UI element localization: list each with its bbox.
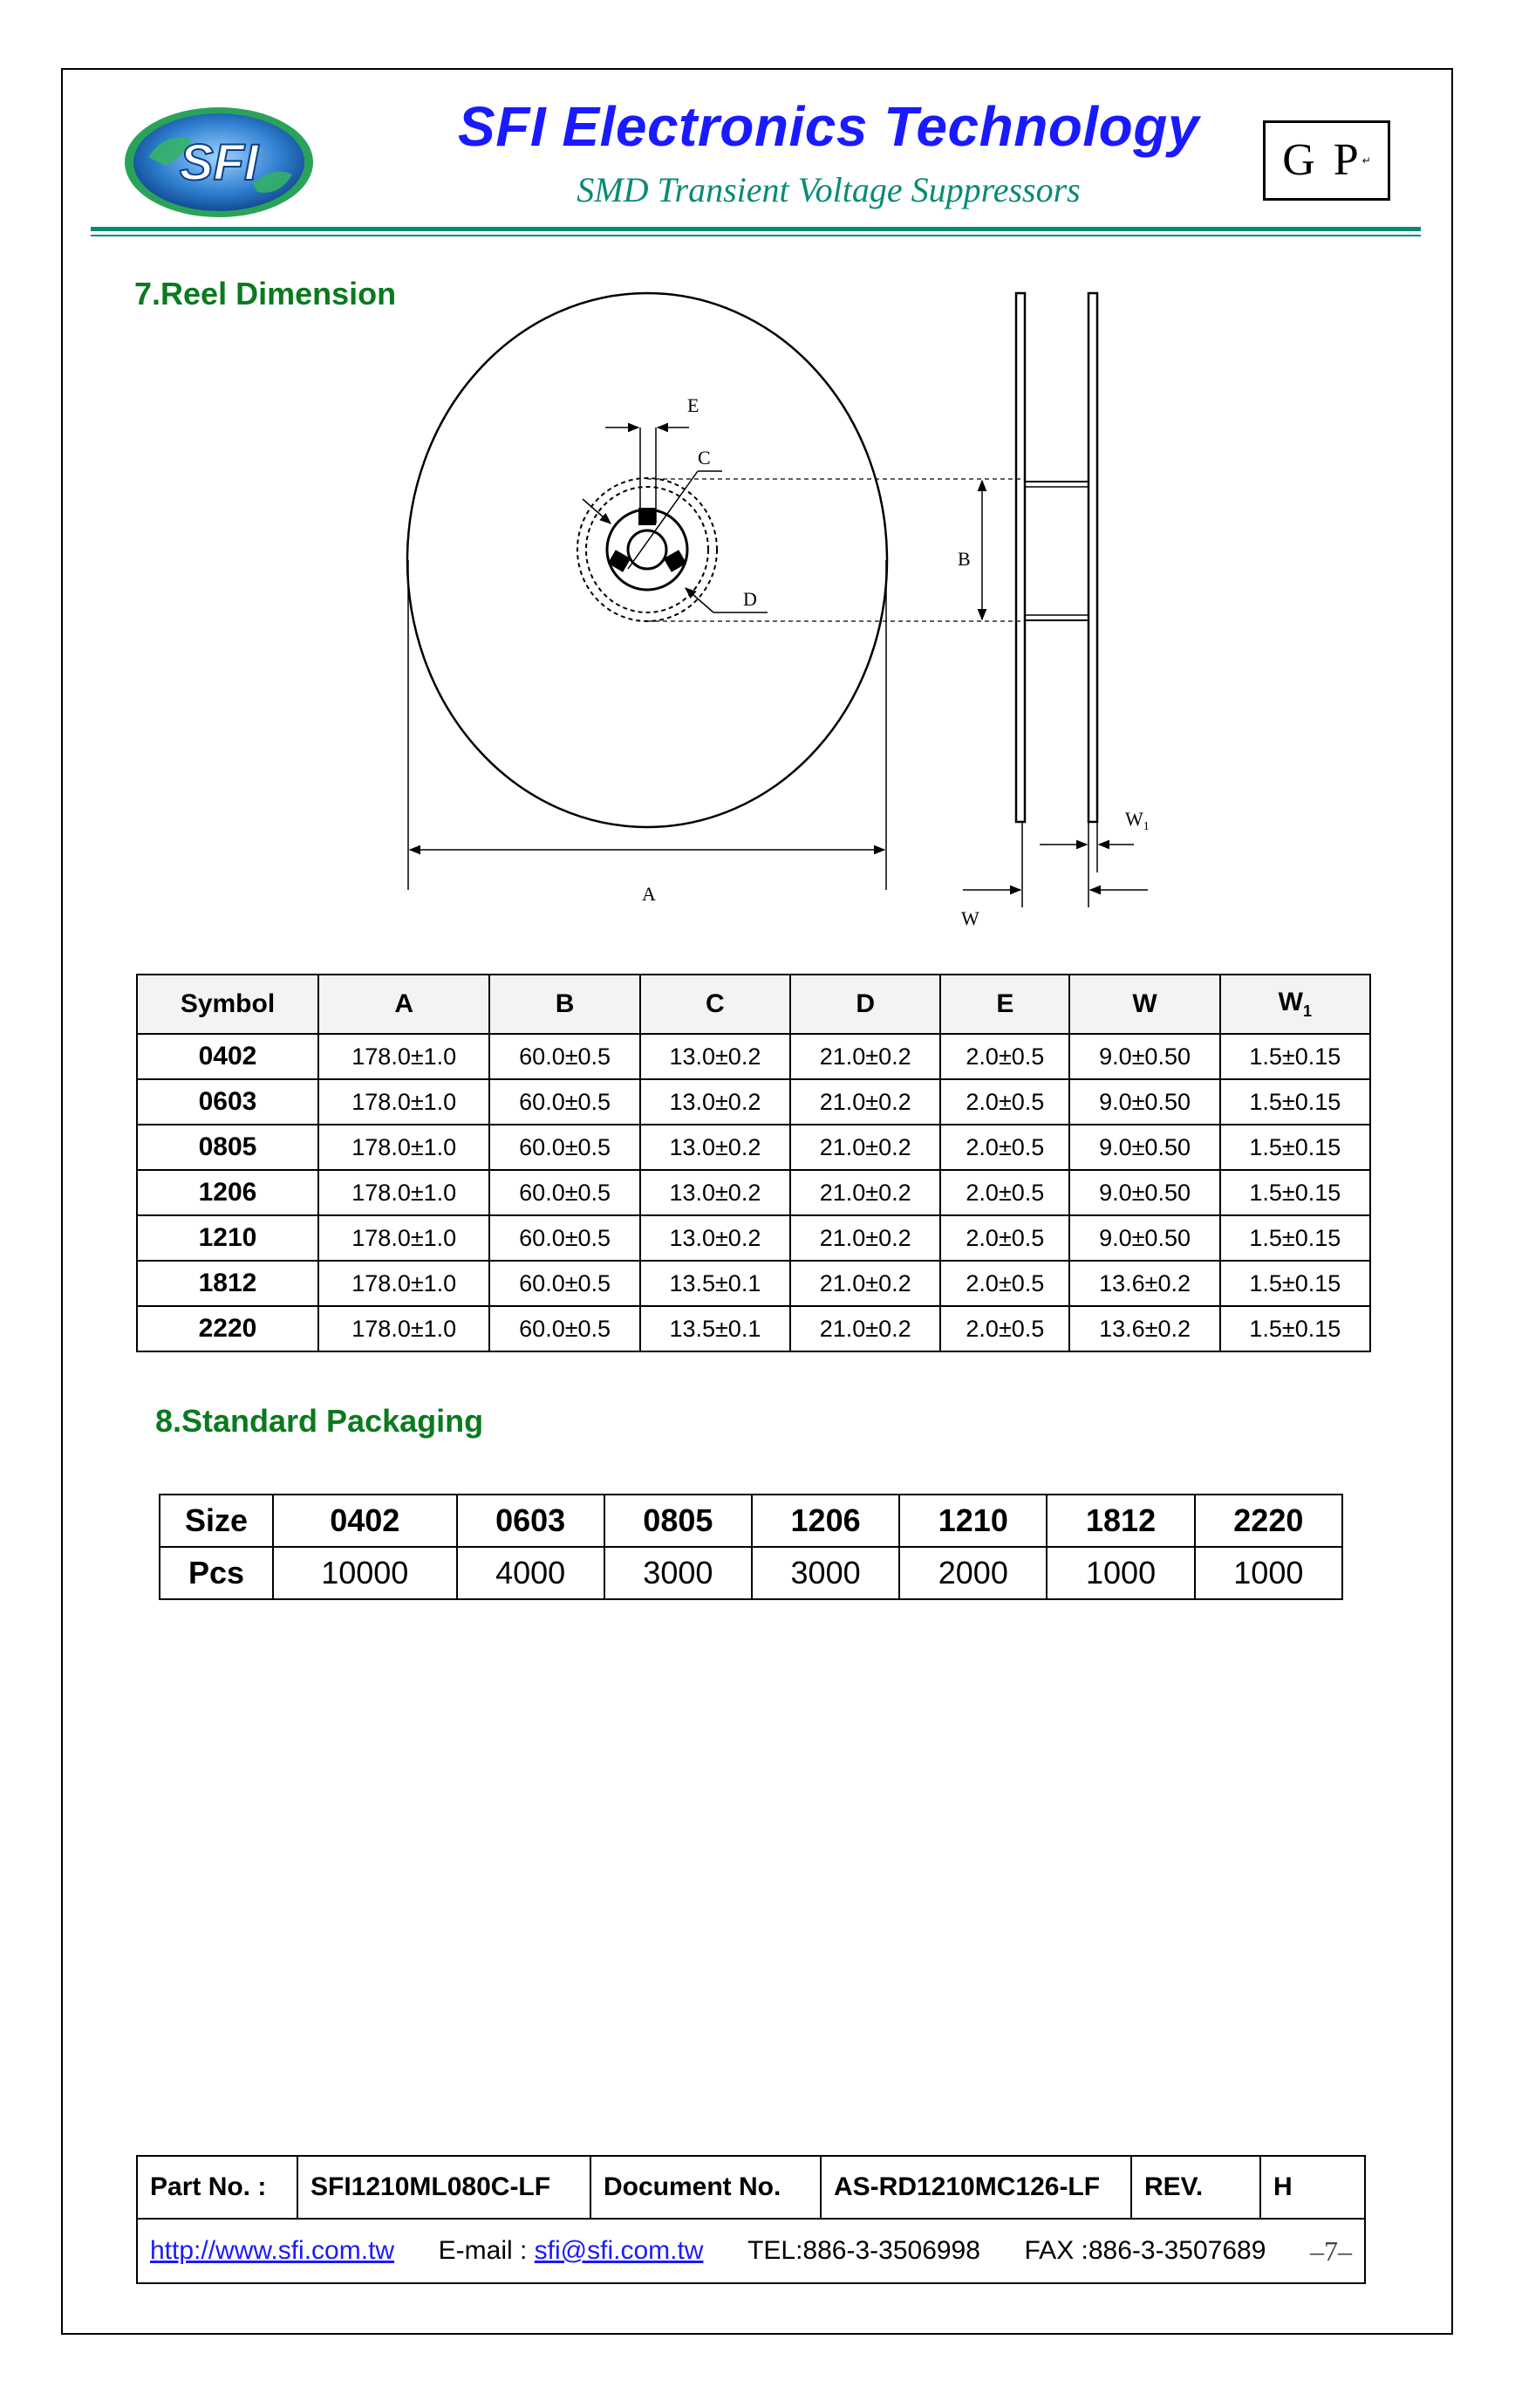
table-row xyxy=(137,1034,1370,1079)
value-cell: 178.0±1.0 xyxy=(318,1170,489,1215)
value-cell: 1.5±0.15 xyxy=(1220,1215,1370,1261)
footer-info-row xyxy=(137,2156,1365,2219)
size-label: Size xyxy=(160,1495,273,1547)
value-cell: 178.0±1.0 xyxy=(318,1215,489,1261)
size-cell: 0805 xyxy=(604,1495,752,1547)
value-cell: 1.5±0.15 xyxy=(1220,1034,1370,1079)
pcs-label: Pcs xyxy=(160,1547,273,1599)
email-link[interactable]: sfi@sfi.com.tw xyxy=(534,2236,704,2265)
value-cell: 13.5±0.1 xyxy=(640,1306,790,1351)
value-cell: 21.0±0.2 xyxy=(790,1261,940,1306)
packaging-pcs-row xyxy=(160,1547,1342,1599)
document-no-value: AS-RD1210MC126-LF xyxy=(821,2156,1131,2219)
size-cell: 1812 xyxy=(1047,1495,1194,1547)
value-cell: 9.0±0.50 xyxy=(1069,1170,1219,1215)
value-cell: 9.0±0.50 xyxy=(1069,1215,1219,1261)
gp-code: G P xyxy=(1282,135,1362,185)
value-cell: 1.5±0.15 xyxy=(1220,1125,1370,1170)
pcs-cell: 3000 xyxy=(752,1547,899,1599)
size-cell: 1210 xyxy=(899,1495,1047,1547)
value-cell: 13.6±0.2 xyxy=(1069,1306,1219,1351)
label-w: W xyxy=(961,907,979,929)
hub-notch-top xyxy=(638,508,656,525)
product-subtitle: SMD Transient Voltage Suppressors xyxy=(577,170,1081,209)
pcs-cell: 4000 xyxy=(457,1547,604,1599)
value-cell: 21.0±0.2 xyxy=(790,1079,940,1125)
value-cell: 2.0±0.5 xyxy=(940,1306,1069,1351)
value-cell: 13.0±0.2 xyxy=(640,1079,790,1125)
packaging-table xyxy=(159,1494,1343,1600)
packaging-size-row xyxy=(160,1495,1342,1547)
value-cell: 9.0±0.50 xyxy=(1069,1079,1219,1125)
value-cell: 178.0±1.0 xyxy=(318,1125,489,1170)
symbol-cell: 0603 xyxy=(137,1079,318,1125)
section-title-reel-dimension: 7.Reel Dimension xyxy=(134,276,397,311)
value-cell: 1.5±0.15 xyxy=(1220,1079,1370,1125)
symbol-cell: 0402 xyxy=(137,1034,318,1079)
document-no-label: Document No. xyxy=(590,2156,821,2219)
label-c: C xyxy=(698,447,711,469)
col-header-d: D xyxy=(790,975,940,1034)
label-w1: $W_1$ xyxy=(1125,808,1150,833)
value-cell: 21.0±0.2 xyxy=(790,1306,940,1351)
value-cell: 21.0±0.2 xyxy=(790,1170,940,1215)
symbol-cell: 1210 xyxy=(137,1215,318,1261)
table-header-row xyxy=(137,975,1370,1034)
email-block xyxy=(439,2236,704,2266)
col-header-b: B xyxy=(489,975,639,1034)
hub-center xyxy=(628,530,666,569)
table-row xyxy=(137,1079,1370,1125)
reel-outline xyxy=(407,293,887,827)
value-cell: 2.0±0.5 xyxy=(940,1215,1069,1261)
col-header-w: W xyxy=(1069,975,1219,1034)
footer-contact-row xyxy=(137,2219,1365,2283)
reel-dimension-table xyxy=(136,974,1371,1352)
symbol-cell: 1206 xyxy=(137,1170,318,1215)
value-cell: 21.0±0.2 xyxy=(790,1034,940,1079)
col-header-w1: $W_1$ xyxy=(1220,975,1370,1034)
value-cell: 1.5±0.15 xyxy=(1220,1306,1370,1351)
pcs-cell: 2000 xyxy=(899,1547,1047,1599)
label-e: E xyxy=(687,394,699,416)
col-header-c: C xyxy=(640,975,790,1034)
fax: FAX :886-3-3507689 xyxy=(1024,2236,1266,2265)
section-title-standard-packaging: 8.Standard Packaging xyxy=(155,1403,484,1439)
value-cell: 9.0±0.50 xyxy=(1069,1034,1219,1079)
value-cell: 60.0±0.5 xyxy=(489,1125,639,1170)
value-cell: 178.0±1.0 xyxy=(318,1034,489,1079)
rev-value: H xyxy=(1260,2156,1365,2219)
reel-flange-right xyxy=(1088,293,1097,822)
value-cell: 60.0±0.5 xyxy=(489,1261,639,1306)
label-d: D xyxy=(743,588,757,610)
value-cell: 1.5±0.15 xyxy=(1220,1170,1370,1215)
value-cell: 2.0±0.5 xyxy=(940,1125,1069,1170)
website-link[interactable]: http://www.sfi.com.tw xyxy=(150,2236,395,2265)
footer-table xyxy=(136,2155,1366,2284)
part-no-label: Part No. : xyxy=(137,2156,297,2219)
table-row xyxy=(137,1215,1370,1261)
telephone: TEL:886-3-3506998 xyxy=(747,2236,980,2265)
rev-label: REV. xyxy=(1131,2156,1260,2219)
value-cell: 1.5±0.15 xyxy=(1220,1261,1370,1306)
value-cell: 13.0±0.2 xyxy=(640,1125,790,1170)
value-cell: 13.0±0.2 xyxy=(640,1170,790,1215)
company-name: SFI Electronics Technology xyxy=(458,95,1199,158)
gp-mark: ↵ xyxy=(1361,154,1371,167)
size-cell: 1206 xyxy=(752,1495,899,1547)
label-b: B xyxy=(958,548,971,570)
value-cell: 13.0±0.2 xyxy=(640,1034,790,1079)
contact-cell xyxy=(137,2219,1365,2283)
table-row xyxy=(137,1261,1370,1306)
value-cell: 2.0±0.5 xyxy=(940,1079,1069,1125)
size-cell: 2220 xyxy=(1195,1495,1342,1547)
hub-dashed-inner xyxy=(586,487,708,612)
table-row xyxy=(137,1170,1370,1215)
value-cell: 60.0±0.5 xyxy=(489,1034,639,1079)
table-row xyxy=(137,1306,1370,1351)
reel-dimension-diagram xyxy=(0,0,1515,942)
value-cell: 21.0±0.2 xyxy=(790,1215,940,1261)
pcs-cell: 10000 xyxy=(273,1547,457,1599)
value-cell: 21.0±0.2 xyxy=(790,1125,940,1170)
value-cell: 2.0±0.5 xyxy=(940,1170,1069,1215)
page-number: –7– xyxy=(1309,2234,1352,2267)
pcs-cell: 1000 xyxy=(1195,1547,1342,1599)
value-cell: 178.0±1.0 xyxy=(318,1079,489,1125)
value-cell: 2.0±0.5 xyxy=(940,1261,1069,1306)
symbol-cell: 1812 xyxy=(137,1261,318,1306)
col-header-a: A xyxy=(318,975,489,1034)
pcs-cell: 1000 xyxy=(1047,1547,1194,1599)
value-cell: 178.0±1.0 xyxy=(318,1306,489,1351)
email-label: E-mail : xyxy=(438,2236,535,2265)
size-cell: 0402 xyxy=(273,1495,457,1547)
part-no-value: SFI1210ML080C-LF xyxy=(297,2156,590,2219)
value-cell: 13.6±0.2 xyxy=(1069,1261,1219,1306)
value-cell: 13.5±0.1 xyxy=(640,1261,790,1306)
size-cell: 0603 xyxy=(457,1495,604,1547)
value-cell: 60.0±0.5 xyxy=(489,1306,639,1351)
symbol-cell: 0805 xyxy=(137,1125,318,1170)
label-a: A xyxy=(642,883,656,905)
pcs-cell: 3000 xyxy=(604,1547,752,1599)
value-cell: 60.0±0.5 xyxy=(489,1215,639,1261)
symbol-cell: 2220 xyxy=(137,1306,318,1351)
col-header-e: E xyxy=(940,975,1069,1034)
logo-text: SFI xyxy=(179,134,259,191)
table-row xyxy=(137,1125,1370,1170)
value-cell: 60.0±0.5 xyxy=(489,1170,639,1215)
value-cell: 178.0±1.0 xyxy=(318,1261,489,1306)
reel-flange-left xyxy=(1016,293,1025,822)
value-cell: 9.0±0.50 xyxy=(1069,1125,1219,1170)
value-cell: 60.0±0.5 xyxy=(489,1079,639,1125)
hub-dashed-outer xyxy=(577,478,717,621)
col-header-symbol: Symbol xyxy=(137,975,318,1034)
value-cell: 13.0±0.2 xyxy=(640,1215,790,1261)
value-cell: 2.0±0.5 xyxy=(940,1034,1069,1079)
